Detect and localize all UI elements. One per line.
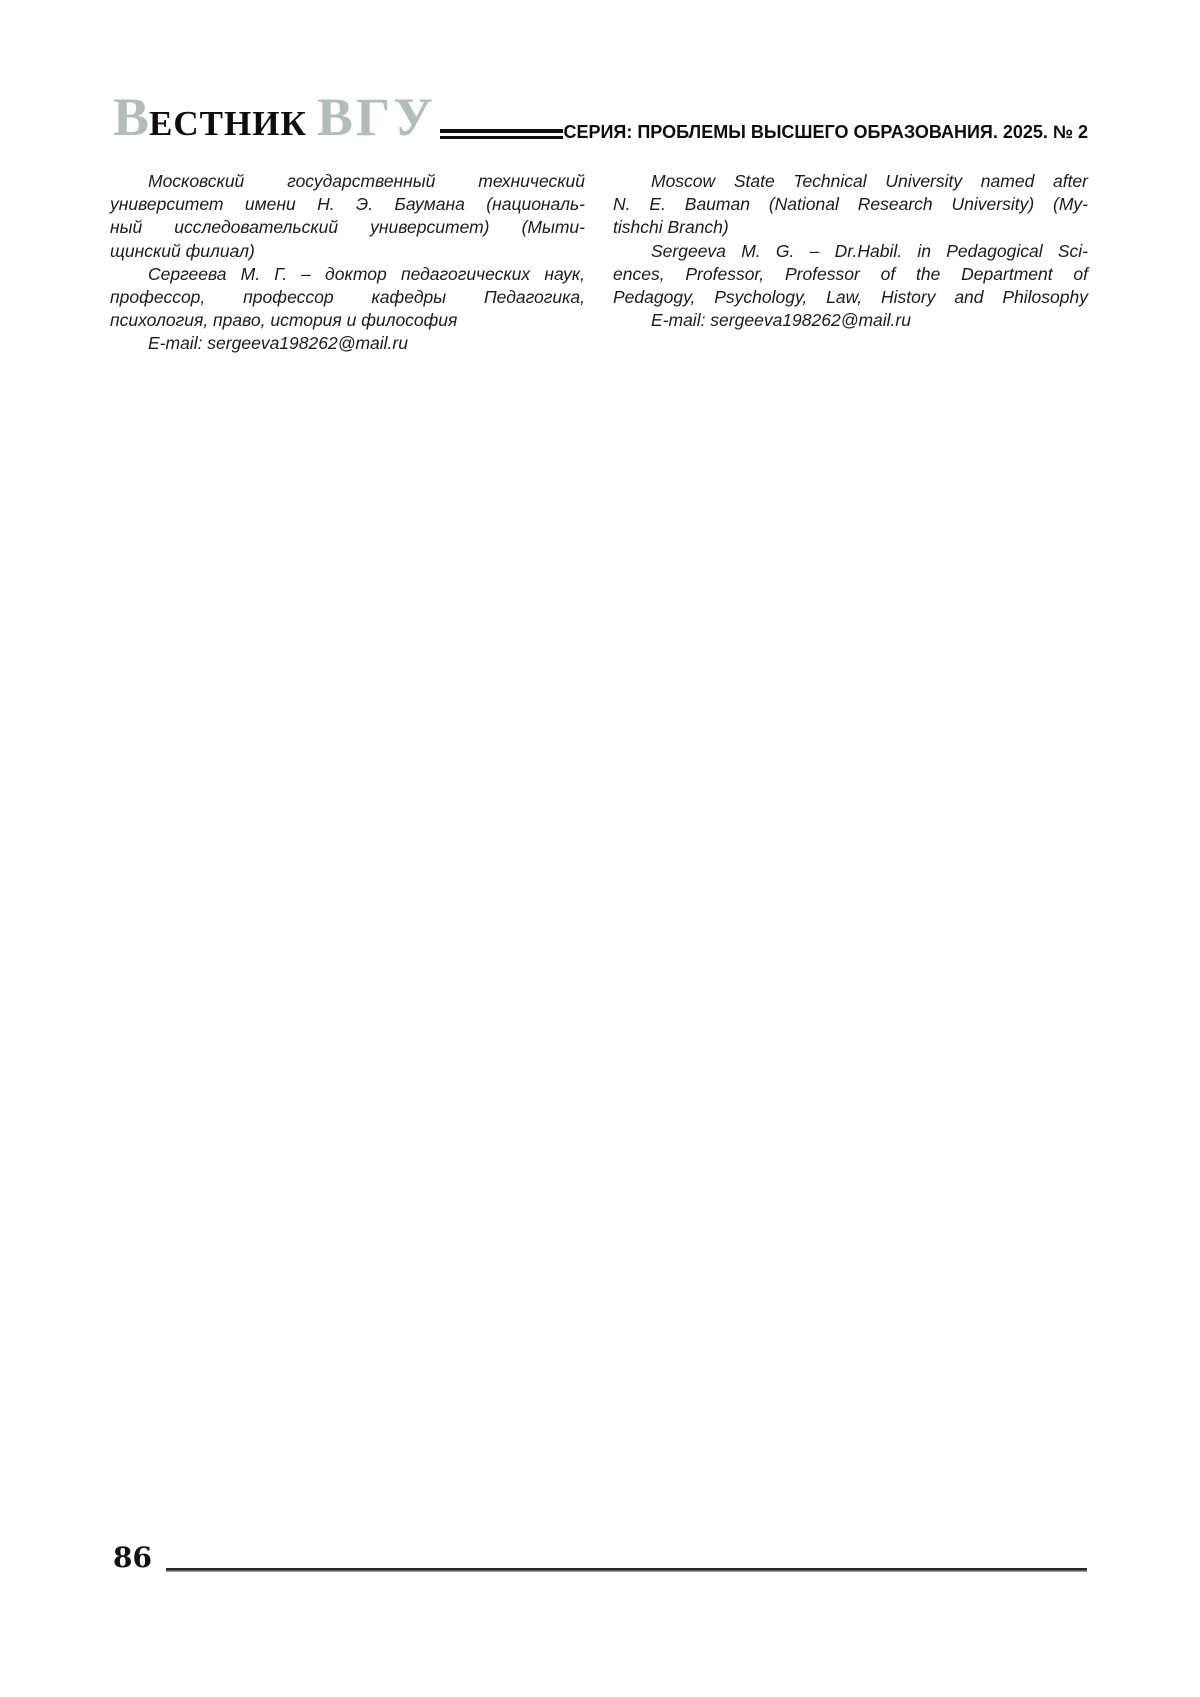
text-line: N. E. Bauman (National Research University) (My- <box>613 194 1088 215</box>
text-line: Sergeeva M. G. – Dr.Habil. in Pedagogical Sci- <box>651 240 1088 261</box>
text-line: Сергеева М. Г. – доктор педагогических наук, <box>148 263 585 284</box>
email-line-en: E-mail: sergeeva198262@mail.ru <box>651 310 911 331</box>
footer-rule <box>166 1568 1087 1572</box>
page-number: 86 <box>113 1541 152 1574</box>
text-line: Moscow State Technical University named after <box>651 171 1088 191</box>
text-line: tishchi Branch) <box>613 217 729 238</box>
logo-initial-letter: В <box>113 87 150 147</box>
text-line: Pedagogy, Psychology, Law, History and Philosophy <box>613 287 1088 308</box>
rule-bar-bottom <box>440 136 564 139</box>
text-line: щинский филиал) <box>110 240 255 261</box>
two-column-body <box>110 170 1088 356</box>
masthead <box>113 87 1088 147</box>
affiliation-column-en <box>613 170 1088 356</box>
header-double-rule <box>440 129 564 139</box>
text-line: ный исследовательский университет) (Мыти- <box>110 217 585 238</box>
journal-logo <box>113 87 436 147</box>
text-line: психология, право, история и философия <box>110 310 458 331</box>
email-line-ru: E-mail: sergeeva198262@mail.ru <box>148 333 408 354</box>
series-title: СЕРИЯ: ПРОБЛЕМЫ ВЫСШЕГО ОБРАЗОВАНИЯ. 2025. № 2 <box>563 122 1088 142</box>
text-line: университет имени Н. Э. Баумана (националь- <box>110 194 585 215</box>
affiliation-column-ru <box>110 170 585 356</box>
text-line: Московский государственный технический <box>148 171 585 191</box>
text-line: профессор, профессор кафедры Педагогика, <box>110 287 585 308</box>
logo-word-rest: ЕСТНИК <box>149 104 307 143</box>
text-line: ences, Professor, Professor of the Department of <box>613 263 1088 284</box>
page-footer <box>113 1541 1087 1574</box>
logo-abbreviation: ВГУ <box>316 87 436 147</box>
